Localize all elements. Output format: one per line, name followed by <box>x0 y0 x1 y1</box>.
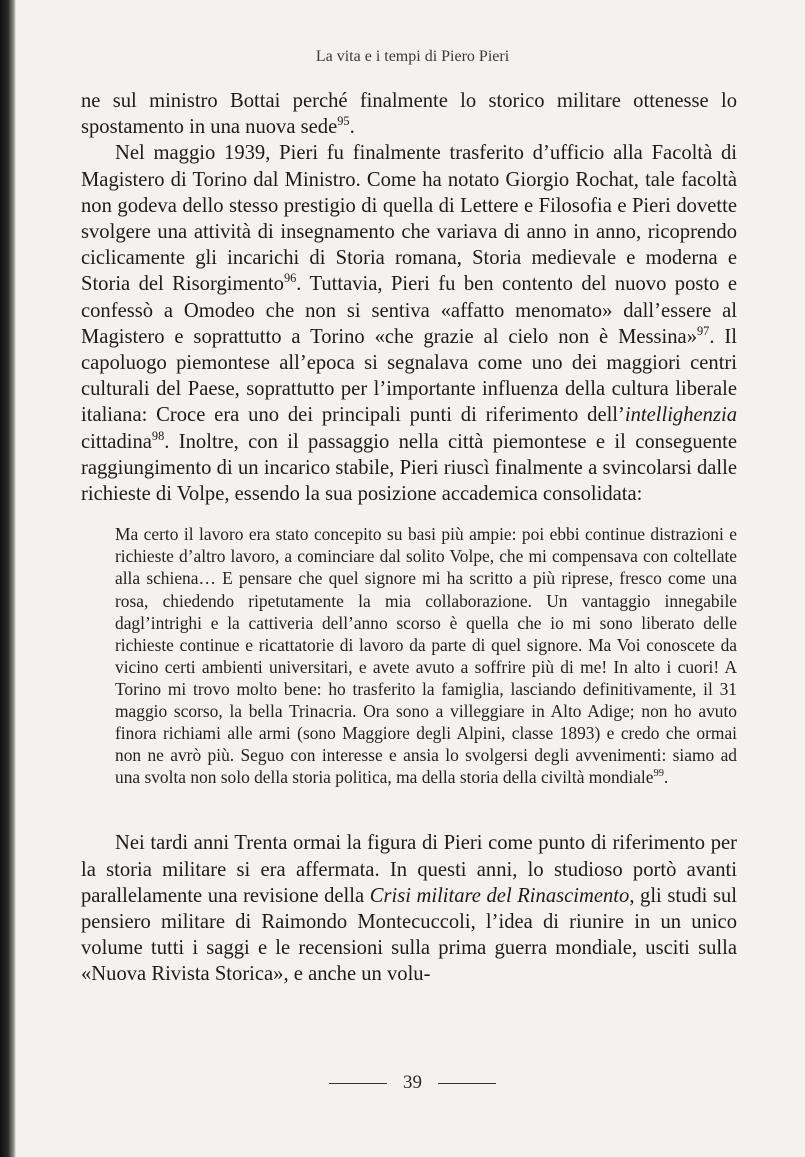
footnote-ref[interactable]: 96 <box>283 271 297 286</box>
footnote-ref[interactable]: 98 <box>151 428 165 443</box>
paragraph-continued: ne sul ministro Bottai perché finalmente lo storico militare ottenesse lo spostamento in una nuova sede$^{95}$. <box>81 90 737 139</box>
footer-rule-right <box>438 1083 496 1084</box>
running-header: La vita e i tempi di Piero Pieri <box>315 48 510 65</box>
page-body <box>81 88 737 988</box>
page-number: 39 <box>403 1072 422 1093</box>
footer-rule-left <box>329 1083 387 1084</box>
italic-term: intellighenzia <box>624 404 737 427</box>
page-footer <box>0 1072 805 1094</box>
footnote-ref[interactable]: 99 <box>653 768 664 780</box>
book-gutter-shadow <box>0 0 16 1157</box>
footnote-ref[interactable]: 97 <box>697 323 710 338</box>
block-quote-letter: Ma certo il lavoro era stato concepito su basi più ampie: poi ebbi continue distrazioni e richieste d’altro lavoro, a cominciare dal solito Volpe, che mi compensava con coltellate alla schiena… E pensare che quel signore mi ha scritto a più riprese, fresco come una rosa, chiedendo ripetutamente la mia collaborazione. Un vantaggio innegabile dagl’intrighi e la cattiveria dell’anno scorso è quella che io mi sono liberato delle richieste continue e ricattatorie di lavoro da parte di quel signore. Ma Voi conoscete da vicino certi ambienti universitari, e avete avuto a soffrire più di me! In alto i cuori! A Torino mi trovo molto bene: ho trasferito la famiglia, lasciando definitivamente, il 31 maggio scorso, la bella Trinacria. Ora sono a villeggiare in Alto Adige; non ho avuto finora richiami alle armi (sono Maggiore degli Alpini, classe 1893) e credo che ormai non ne avrò più. Seguo con interesse e ansia lo svolgersi degli avvenimenti: siamo ad una svolta non solo della storia politica, ma della storia della civiltà mondiale$^{99}$. <box>115 524 737 788</box>
footnote-ref[interactable]: 95 <box>337 114 350 129</box>
paragraph-late-thirties: Nei tardi anni Trenta ormai la figura di Pieri come punto di riferimento per la storia militare si era affermata. In questi anni, lo studioso portò avanti parallelamente una revisione della Crisi militare del Rinascimento, gli studi sul pensiero militare di Raimondo Montecuccoli, l’idea di riunire in un unico volume tutti i saggi e le recensioni sulla prima guerra mondiale, usciti sulla «Nuova Rivista Storica», e anche un volu- <box>81 832 737 986</box>
italic-title: Crisi militare del Rinascimento <box>369 884 630 907</box>
paragraph-pieri-torino: Nel maggio 1939, Pieri fu finalmente trasferito d’ufficio alla Facoltà di Magistero di Torino dal Ministro. Come ha notato Giorgio Rochat, tale facoltà non godeva dello stesso prestigio di quella di Lettere e Filosofia e Pieri dovette svolgere una attività di insegnamento che variava di anno in anno, ricoprendo ciclicamente gli incarichi di Storia romana, Storia medievale e moderna e Storia del Risorgimento$^{96}$. Tuttavia, Pieri fu ben contento del nuovo posto e confessò a Omodeo che non si sentiva «affatto menomato» dall’essere al Magistero e soprattutto a Torino «che grazie al cielo non è Messina»$^{97}$. Il capoluogo piemontese all’epoca si segnalava come uno dei maggiori centri culturali del Paese, soprattutto per l’importante influenza della cultura liberale italiana: Croce era uno dei principali punti di riferimento dell’intellighenzia cittadina$^{98}$. Inoltre, con il passaggio nella città piemontese e il conseguente raggiungimento di un incarico stabile, Pieri riuscì finalmente a svincolarsi dalle richieste di Volpe, essendo la sua posizione accademica consolidata: <box>81 142 737 506</box>
